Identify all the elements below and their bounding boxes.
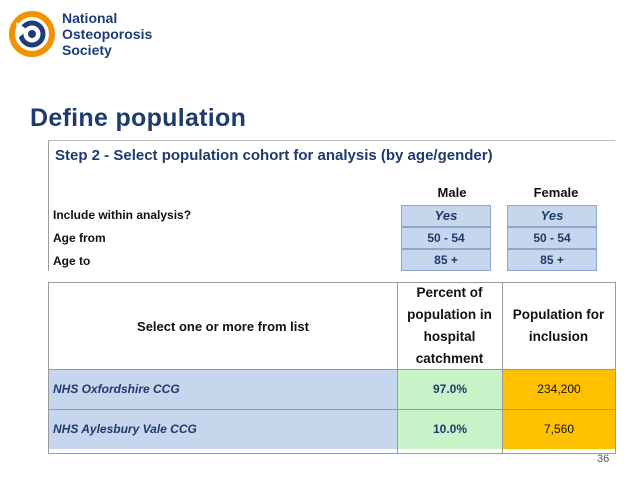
percent-cell: 10.0%: [398, 410, 502, 449]
age-from-female-select[interactable]: 50 - 54: [507, 227, 597, 249]
include-male-select[interactable]: Yes: [401, 205, 491, 227]
age-to-male-select[interactable]: 85 +: [401, 249, 491, 271]
logo-line-1: National: [62, 10, 118, 26]
logo-wordmark: [62, 10, 152, 58]
nos-logo: [8, 6, 168, 64]
header-percent: Percent of population in hospital catchment: [407, 285, 492, 366]
selection-table: [48, 282, 616, 454]
step-panel: [48, 140, 615, 271]
column-header-female: Female: [533, 185, 579, 200]
age-to-female-select[interactable]: 85 +: [507, 249, 597, 271]
step-title: Step 2 - Select population cohort for analysis (by age/gender): [55, 147, 493, 164]
percent-cell: 97.0%: [398, 370, 502, 409]
population-cell: 234,200: [503, 370, 615, 409]
page-title: Define population: [30, 104, 247, 132]
ccg-select-oxfordshire[interactable]: NHS Oxfordshire CCG: [49, 370, 397, 409]
row-label-include: Include within analysis?: [53, 208, 192, 222]
row-label-age-to: Age to: [53, 254, 91, 268]
header-select: Select one or more from list: [137, 318, 309, 334]
column-header-male: Male: [437, 185, 467, 200]
include-female-select[interactable]: Yes: [507, 205, 597, 227]
ccg-select-aylesbury[interactable]: NHS Aylesbury Vale CCG: [49, 410, 397, 449]
nos-logo-mark-icon: [8, 8, 56, 60]
row-label-age-from: Age from: [53, 231, 106, 245]
population-cell: 7,560: [503, 410, 615, 449]
header-inclusion: Population for inclusion: [512, 307, 605, 344]
age-from-male-select[interactable]: 50 - 54: [401, 227, 491, 249]
logo-line-3: Society: [62, 42, 112, 58]
page-number: 36: [597, 453, 610, 465]
logo-line-2: Osteoporosis: [62, 26, 153, 42]
